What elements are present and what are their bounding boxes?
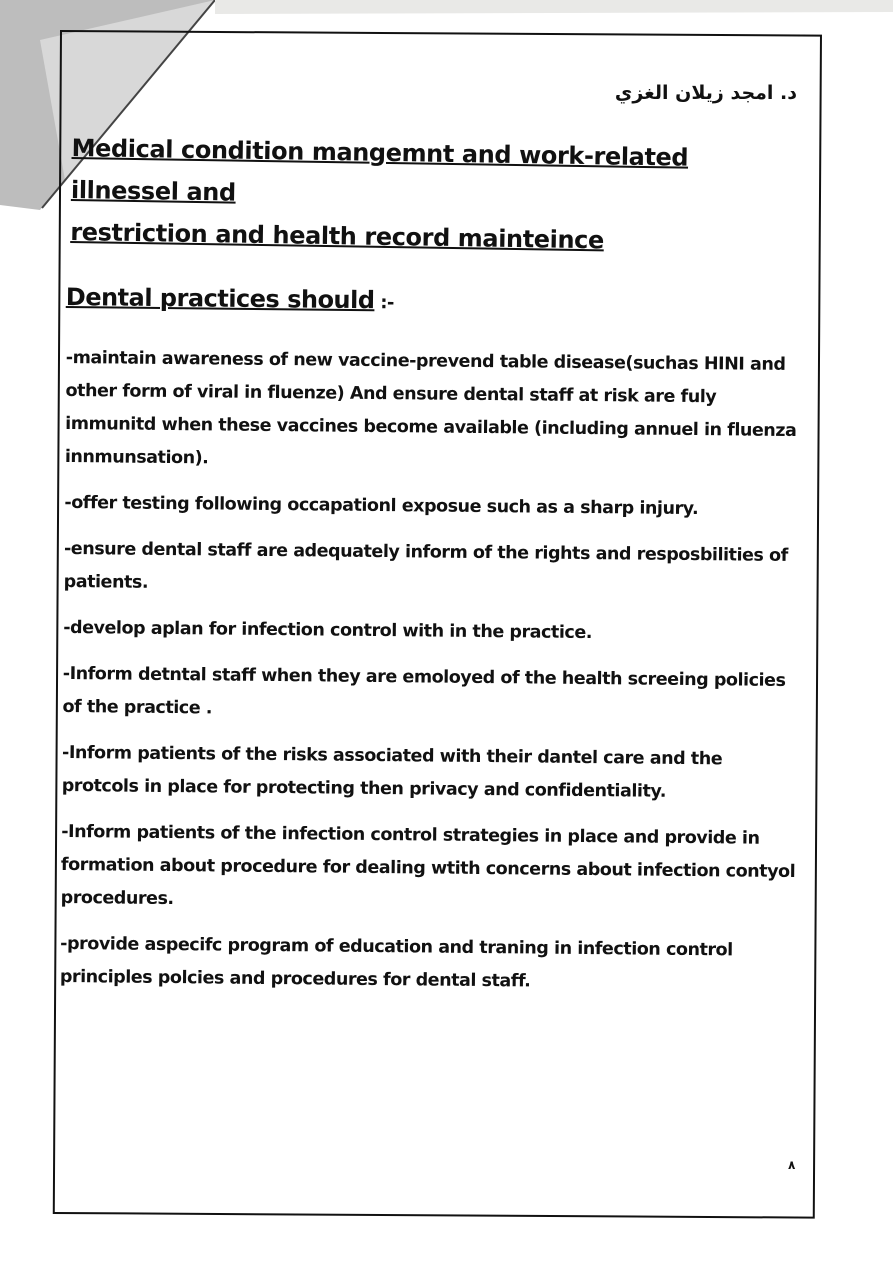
- paragraph-vaccine-awareness: -maintain awareness of new vaccine-prevend table disease(suchas HINI and other form of viral in fluenze) And ensure dental staff at risk are fuly immunitd when these vaccines become available (including annuel in fluenza innmunsation).: [64, 347, 797, 469]
- page-title: [70, 127, 792, 264]
- paragraph-patient-risks: -Inform patients of the risks associated with their dantel care and the protcols in place for protecting then privacy and confidentiality.: [61, 742, 723, 802]
- paragraph-staff-rights: -ensure dental staff are adequately inform of the rights and resposbilities of patients.: [63, 538, 788, 593]
- paragraph-screening-policies: -Inform detntal staff when they are emoloyed of the health screeing policies of the practice .: [62, 663, 786, 719]
- section-heading-text: Dental practices should: [65, 283, 375, 315]
- section-heading-suffix: :-: [374, 292, 395, 314]
- body-content: [60, 342, 806, 1014]
- page-number: ٨: [788, 1158, 796, 1172]
- title-line-2: restriction and health record mainteince: [70, 217, 605, 255]
- paragraph-education-program: -provide aspecifc program of education and traning in infection control principles polcies and procedures for dental staff.: [59, 933, 733, 992]
- paragraph-offer-testing: -offer testing following occapationl exposue such as a sharp injury.: [64, 492, 699, 520]
- paragraph-infection-plan: -develop aplan for infection control with in the practice.: [63, 617, 593, 644]
- author-name: د. امجد زيلان الغزي: [614, 82, 797, 104]
- paragraph-infection-strategies: -Inform patients of the infection control strategies in place and provide in formation about procedure for dealing wtith concerns about infection contyol procedures.: [60, 821, 796, 910]
- title-line-1: Medical condition mangemnt and work-related illnessel and: [70, 133, 689, 207]
- section-heading: [66, 283, 394, 314]
